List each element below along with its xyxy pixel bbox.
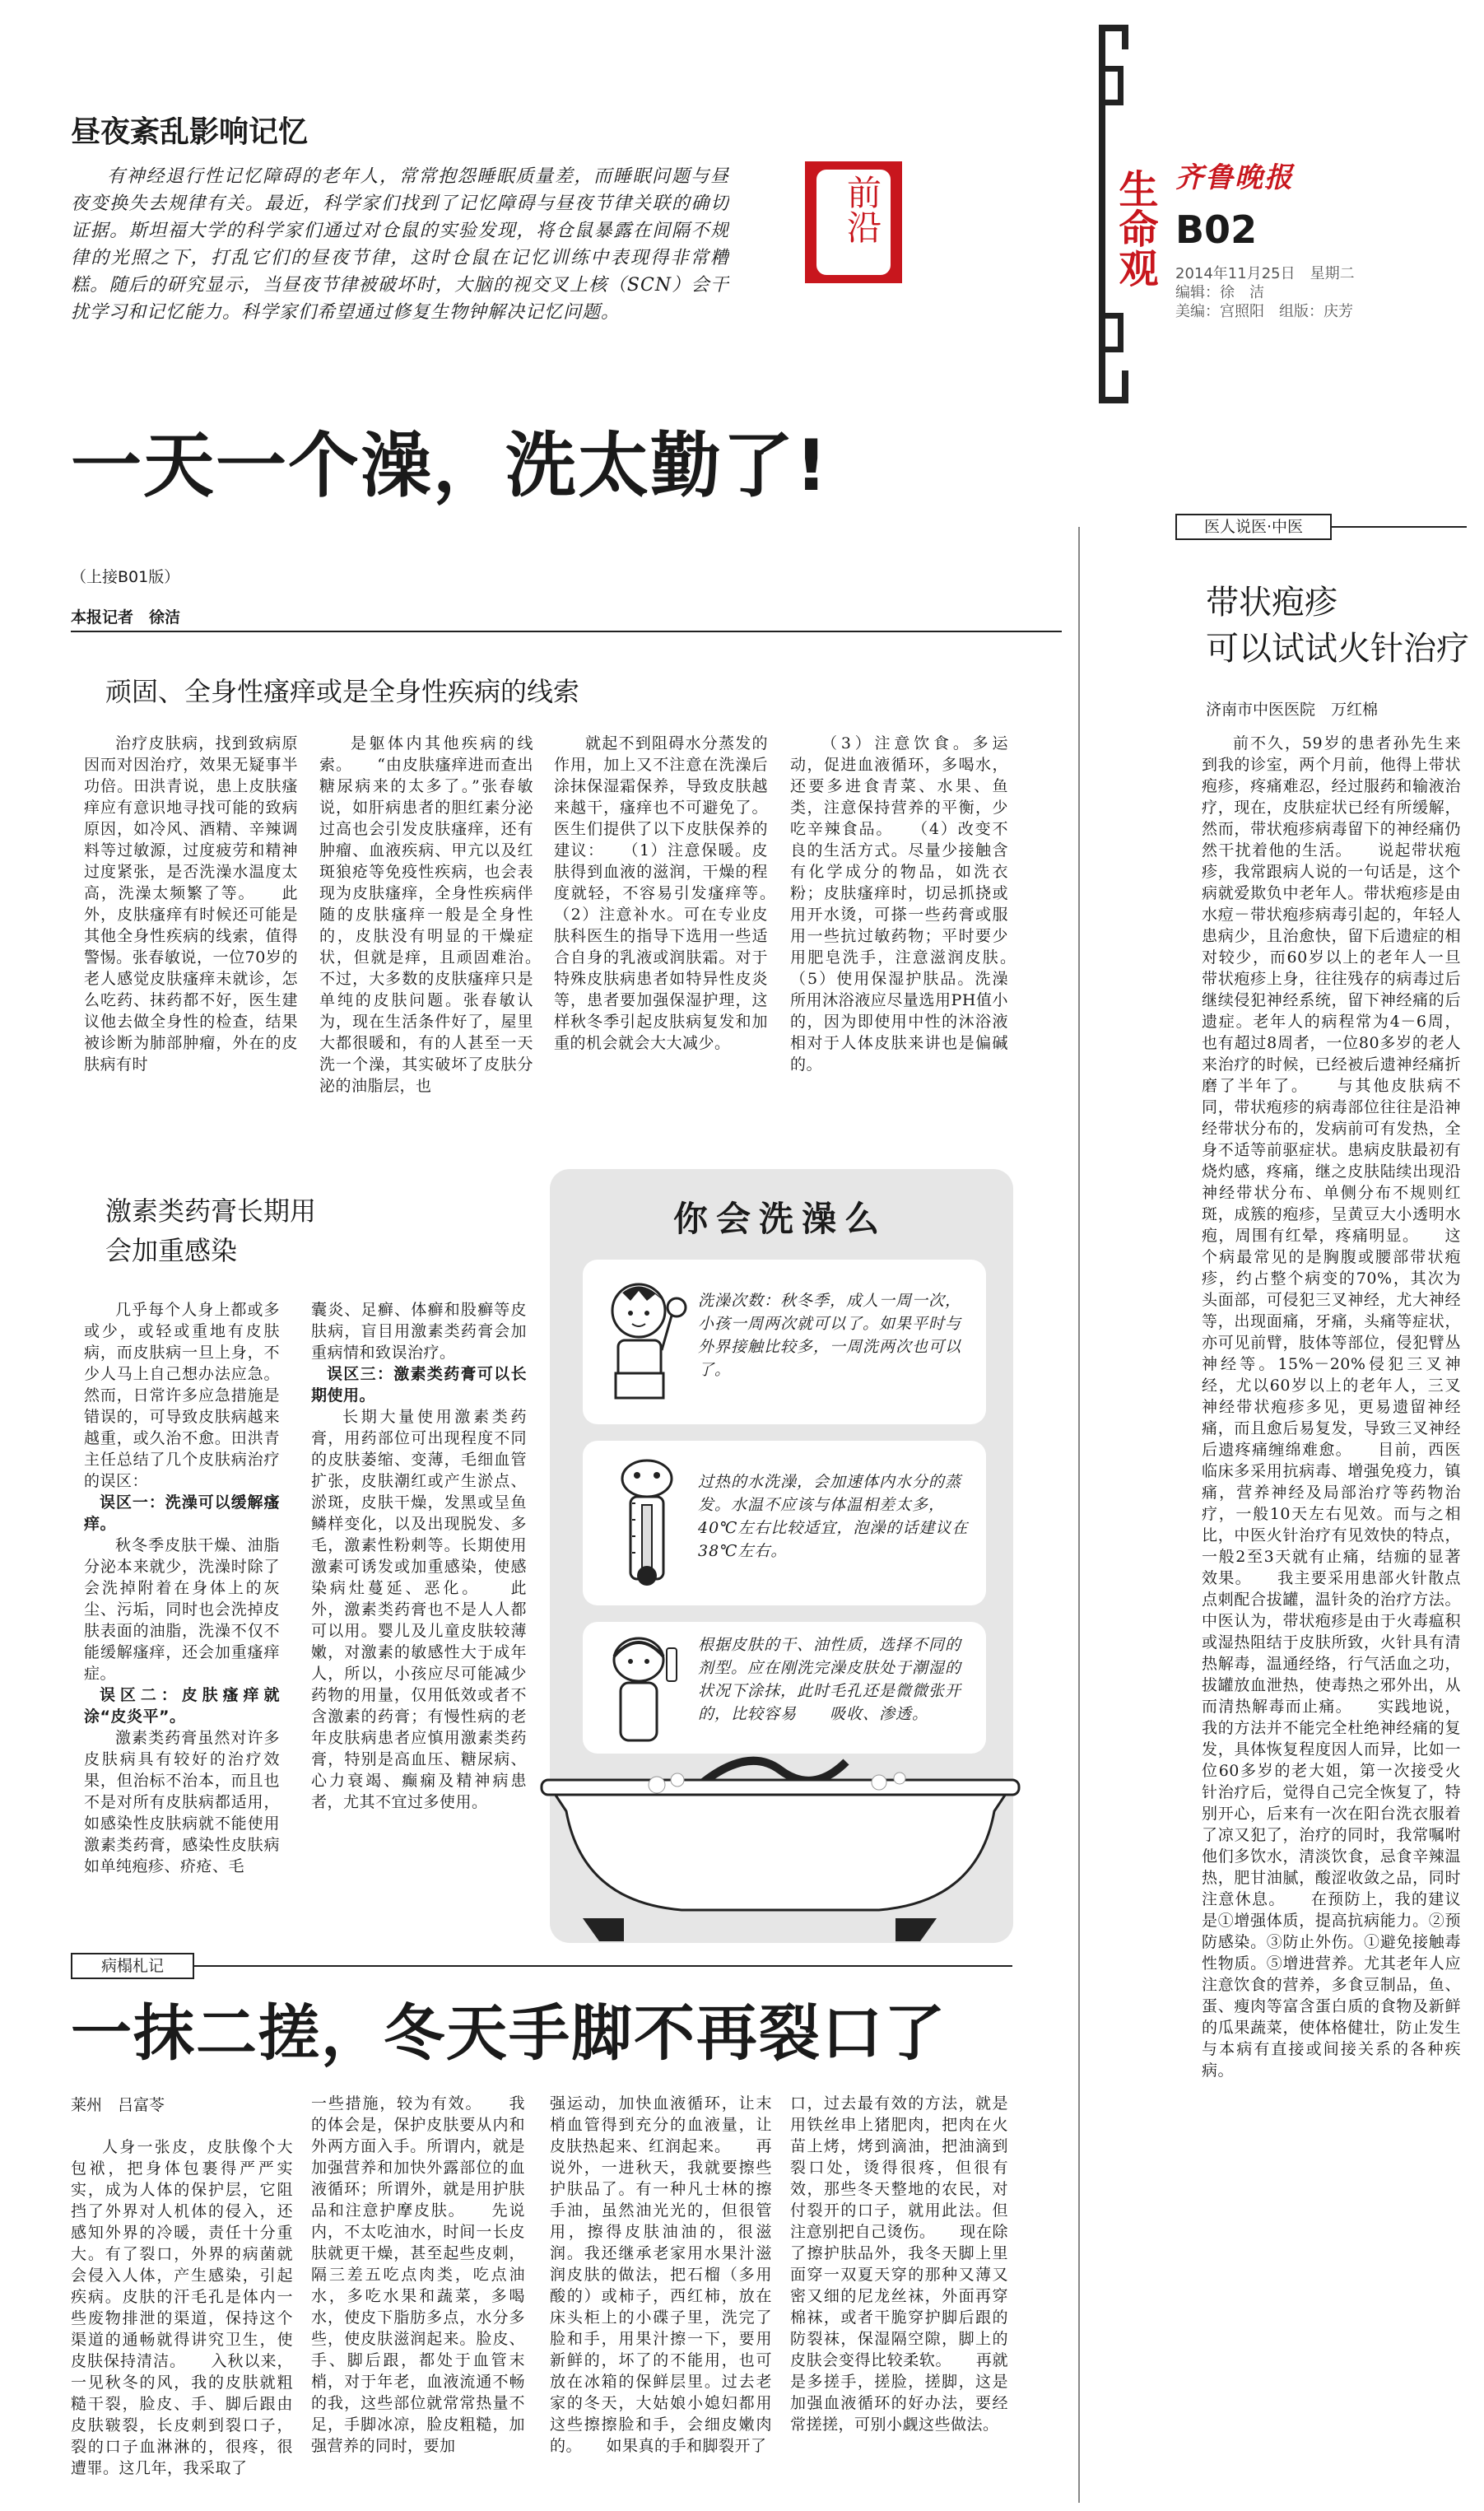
bottom-byline: 莱州 吕富苓 [71, 2096, 165, 2114]
side-headline-1: 带状疱疹 [1206, 584, 1337, 622]
side-body: 前不久，59岁的患者孙先生来到我的诊室，两个月前，他得上带状疱疹，疼痛难忍，经过服药和输液治疗，现在，皮肤症状已经有所缓解，然而，带状疱疹病毒留下的神经痛仍然干扰着他的生活。 说起带状疱疹，我常跟病人说的一句话是，这个病就爱欺负中老年人。带状疱疹是由水痘－带状疱疹病毒引起的，年轻人患病少，且治愈快，留下后遗症的相对较少，而60岁以上的老年人一旦带状疱疹上身，往往残存的病毒过后继续侵犯神经系统，留下神经痛的后遗症。老年人的病程常为4－6周，也有超过8周者，一位80多岁的老人来治疗的时候，已经被后遗神经痛折磨了半年了。 与其他皮肤病不同，带状疱疹的病毒部位往往是沿神经带状分布的，发病前可有发热，全身不适等前驱症状。患病皮肤最初有烧灼感，疼痛，继之皮肤陆续出现沿神经带状分布、单侧分布不规则红斑，成簇的疱疹，呈黄豆大小透明水疱，周围有红晕，疼痛明显。 这个病最常见的是胸腹或腰部带状疱疹，约占整个病变的70%，其次为头面部，可侵犯三叉神经，尤大神经等，出现面痛，牙痛，头痛等症状，亦可见前臂，肢体等部位，侵犯臂丛神经等。15%－20%侵犯三叉神经，尤以60岁以上的老年人，三叉神经带状疱疹多见，更易遗留神经痛，而且愈后易复发，导致三叉神经后遗疼痛缠绵难愈。 目前，西医临床多采用抗病毒、增强免疫力，镇痛，营养神经及局部治疗等药物治疗，一般10天左右见效。而与之相比，中医火针治疗有见效快的特点，一般2至3天就有止痛，结痂的显著效果。 我主要采用患部火针散点点刺配合拔罐，温针灸的治疗方法。中医认为，带状疱疹是由于火毒瘟积或湿热阻结于皮肤所致，火针具有清热解毒，温通经络，行气活血之功，拔罐放血泄热，使毒热之邪外出，从而清热解毒而止痛。 实践地说，我的方法并不能完全杜绝神经痛的复发，具体恢复程度因人而异，比如一位60多岁的老大姐，第一次接受火针治疗后，觉得自己完全恢复了，特别开心，后来有一次在阳台洗衣服着了凉又犯了，治疗的同时，我常嘱咐他们多饮水，清淡饮食，忌食辛辣温热，肥甘油腻，酸涩收敛之品，同时注意休息。 在预防上，我的建议是①增强体质，提高抗病能力。②预防感染。③防止外伤。①避免接触毒性物质。⑤增进营养。尤其老年人应注意饮食的营养，多食豆制品，鱼、蛋、瘦肉等富含蛋白质的食物及新鲜的瓜果蔬菜，使体格健壮，防止发生与本病有直接或间接关系的各种疾病。 [1202, 734, 1461, 2080]
column-tag-tcm: 医人说医·中医 [1175, 514, 1332, 540]
bathtub-icon [533, 1737, 1027, 1943]
main-byline: 本报记者 徐洁 [71, 608, 181, 627]
byline-rule [71, 631, 1062, 632]
woman-lotion-icon [598, 1632, 688, 1747]
bottom-headline: 一抹二搓，冬天手脚不再裂口了 [71, 1998, 947, 2069]
article-col-3: 就起不到阻碍水分蒸发的作用，加上又不注意在洗澡后涂抹保湿霜保养，导致皮肤越来越干，瘙痒也不可避免了。医生们提供了以下皮肤保养的建议： （1）注意保暖。皮肤得到血液的滋润，干燥的程度就轻，不容易引发瘙痒等。 （2）注意补水。可在专业皮肤科医生的指导下选用一些适合自身的乳液或润肤霜。对于特殊皮肤病患者如特异性皮炎等，患者要加强保湿护理，这样秋冬季引起皮肤病复发和加重的机会就会大大减少。 [554, 734, 768, 1052]
continued-note: （上接B01版） [71, 568, 180, 586]
tip-card-moisturizer [583, 1622, 986, 1754]
art-credit: 美编：宫照阳 组版：庆芳 [1175, 303, 1353, 320]
frontier-badge-label: 前沿 [842, 175, 882, 244]
myth-1: 误区一：洗澡可以缓解瘙痒。 [84, 1493, 280, 1533]
bottom-col-3: 强运动，加快血液循环，让末梢血管得到充分的血液量，让皮肤热起来、红润起来。 再说外，一进秋天，我就要擦些护肤品了。有一种凡士林的擦手油，虽然油光光的，但很管用，擦得皮肤油油的，很滋润。我还继承老家用水果汁滋润皮肤的做法，把石榴（多用酸的）或柿子，西红柿，放在床头柜上的小碟子里，洗完了脸和手，用果汁擦一下，要用新鲜的，坏了的不能用，也可放在冰箱的保鲜层里。过去老家的冬天，大姑娘小媳妇都用这些擦擦脸和手，会细皮嫩肉的。 如果真的手和脚裂开了 [550, 2094, 772, 2455]
bath-infographic [550, 1169, 1013, 1943]
article-col-5: 几乎每个人身上都或多或少，或轻或重地有皮肤病，而皮肤病一旦上身，不少人马上自己想办法应急。然而，日常许多应急措施是错误的，可导致皮肤病越来越重，或久治不愈。田洪青主任总结了几个皮肤病治疗的误区： 误区一：洗澡可以缓解瘙痒。 秋冬季皮肤干燥、油脂分泌本来就少，洗澡时除了会洗掉附着在身体上的灰尘、污垢，同时也会洗掉皮肤表面的油脂，洗澡不仅不能缓解瘙痒，还会加重瘙痒症。 误区二：皮肤瘙痒就涂“皮炎平”。 激素类药膏虽然对许多皮肤病具有较好的治疗效果，但治标不治本，而且也不是对所有皮肤病都适用，如感染性皮肤病就不能使用激素类药膏，感染性皮肤病如单纯疱疹、疥疮、毛 [84, 1301, 280, 1875]
side-byline: 济南市中医医院 万红棉 [1206, 701, 1379, 719]
brief-body: 有神经退行性记忆障碍的老年人，常常抱怨睡眠质量差，而睡眠问题与昼夜变换失去规律有关。最近，科学家们找到了记忆障碍与昼夜节律关联的确切证据。斯坦福大学的科学家们通过对仓鼠的实验发现，将仓鼠暴露在间隔不规律的光照之下，打乱它们的昼夜节律，这时仓鼠在记忆训练中表现得非常糟糕。随后的研究显示，当昼夜节律被破坏时，大脑的视交叉上核（SCN）会干扰学习和记忆能力。科学家们希望通过修复生物钟解决记忆问题。 [71, 166, 729, 323]
bottom-col-2: 一些措施，较为有效。 我的体会是，保护皮肤要从内和外两方面入手。所谓内，就是加强营养和加快外露部位的血液循环；所谓外，就是用护肤品和注意护摩皮肤。 先说内，不太吃油水，时间一长皮肤就更干燥，甚至起些皮刺，隔三差五吃点肉类，吃点油水，多吃水果和蔬菜，多喝水，使皮下脂肪多点，水分多些，使皮肤滋润起来。脸皮、手、脚后跟，都处于血管末梢，对于年老，血液流通不畅的我，这些部位就常常热量不足，手脚冰凉，脸皮粗糙，加强营养的同时，要加 [311, 2094, 525, 2455]
side-headline-2: 可以试试火针治疗 [1206, 630, 1469, 668]
myth-3: 误区三：激素类药膏可以长期使用。 [311, 1365, 527, 1405]
tip-card-temperature [583, 1441, 986, 1605]
side-divider [1078, 527, 1080, 2503]
subheading-itch: 顽固、全身性瘙痒或是全身性疾病的线索 [105, 676, 580, 707]
tip-temperature: 过热的水洗澡，会加速体内水分的蒸发。水温不应该与体温相差太多，40℃左右比较适宜，泡澡的话建议在38℃左右。 [698, 1473, 969, 1560]
frontier-badge [805, 161, 902, 283]
article-col-1: 治疗皮肤病，找到致病原因而对因治疗，效果无疑事半功倍。田洪青说，患上皮肤瘙痒应有意识地寻找可能的致病原因，如冷风、酒精、辛辣调料等过敏源，过度疲劳和精神过度紧张，是否洗澡水温度太高，洗澡太频繁了等。 此外，皮肤瘙痒有时候还可能是其他全身性疾病的线索，值得警惕。张春敏说，一位70岁的老人感觉皮肤瘙痒未就诊，怎么吃药、抹药都不好，医生建议他去做全身性的检查，结果被诊断为肺部肿瘤，外在的皮肤病有时 [84, 734, 298, 1074]
side-column-rule [1332, 526, 1467, 528]
column-rule [194, 1965, 1012, 1967]
bathing-boy-icon [598, 1276, 688, 1408]
infographic-title: 你会洗澡么 [672, 1199, 887, 1239]
issue-date: 2014年11月25日 星期二 [1175, 265, 1355, 282]
editor-credit: 编辑：徐 洁 [1175, 284, 1264, 301]
main-headline: 一天一个澡，洗太勤了! [71, 425, 830, 507]
brief-title: 昼夜紊乱影响记忆 [71, 115, 309, 149]
ornament-mid1 [1105, 66, 1123, 105]
tip-frequency: 洗澡次数：秋冬季，成人一周一次，小孩一周两次就可以了。如果平时与外界接触比较多，一周洗两次也可以了。 [698, 1292, 962, 1379]
tip-card-frequency [583, 1260, 986, 1424]
ornament-mid2 [1105, 313, 1123, 352]
page-number: B02 [1175, 207, 1258, 252]
bottom-col-4: 口，过去最有效的方法，就是用铁丝串上猪肥肉，把肉在火苗上烤，烤到滴油，把油滴到裂口处，烫得很疼，但很有效，那些冬天整地的农民，对付裂开的口子，就用此法。但注意别把自己烫伤。 现在除了擦护肤品外，我冬天脚上里面穿一双夏天穿的那种又薄又密又细的尼龙丝袜，外面再穿棉袜，或者干脆穿护脚后跟的防裂袜，保湿隔空隙，脚上的皮肤会变得比较柔软。 再就是多搓手，搓脸，搓脚，这是加强血液循环的好办法，要经常搓搓，可别小觑这些做法。 [790, 2094, 1008, 2434]
section-title: 生命观 [1112, 169, 1158, 287]
article-col-6: 囊炎、足癣、体癣和股癣等皮肤病，盲目用激素类药膏会加重病情和致误治疗。 误区三：激素类药膏可以长期使用。 长期大量使用激素类药膏，用药部位可出现程度不同的皮肤萎缩、变薄，毛细血管扩张，皮肤潮红或产生淤点、淤斑，皮肤干燥，发黑或呈鱼鳞样变化，以及出现脱发、多毛，激素性粉刺等。长期使用激素可诱发或加重感染，使感染病灶蔓延、恶化。 此外，激素类药膏也不是人人都可以用。婴儿及儿童皮肤较薄嫩，对激素的敏感性大于成年人，所以，小孩应尽可能减少药物的用量，仅用低效或者不含激素的药膏；有慢性病的老年皮肤病患者应慎用激素类药膏，特别是高血压、糖尿病、心力衰竭、癫痫及精神病患者，尤其不宜过多使用。 [311, 1301, 527, 1811]
thermometer-cow-icon [606, 1454, 688, 1594]
column-tag-sickbed: 病榻札记 [71, 1953, 194, 1979]
bottom-col-1: 人身一张皮，皮肤像个大包袱，把身体包裹得严严实实，成为人体的保护层，它阻挡了外界对人机体的侵入，还感知外界的冷暖，责任十分重大。有了裂口，外界的病菌就会侵入人体，产生感染，引起疾病。皮肤的汗毛孔是体内一些废物排泄的渠道，保持这个渠道的通畅就得讲究卫生，使皮肤保持清洁。 入秋以来，一见秋冬的风，我的皮肤就粗糙干裂，脸皮、手、脚后跟由皮肤皲裂，长皮刺到裂口子，裂的口子血淋淋的，很疼，很遭罪。这几年，我采取了 [71, 2138, 293, 2477]
ornament-top [1105, 25, 1128, 49]
myth-2: 误区二：皮肤瘙痒就涂“皮炎平”。 [84, 1686, 280, 1726]
article-col-2: 是躯体内其他疾病的线索。 “由皮肤瘙痒进而查出糖尿病来的太多了。”张春敏说，如肝病患者的胆红素分泌过高也会引发皮肤瘙痒，还有肿瘤、血液疾病、甲亢以及红斑狼疮等免疫性疾病，也会表现为皮肤瘙痒，全身性疾病伴随的皮肤瘙痒一般是全身性的，皮肤没有明显的干燥症状，但就是痒，且顽固难治。 不过，大多数的皮肤瘙痒只是单纯的皮肤问题。张春敏认为，现在生活条件好了，屋里大都很暖和，有的人甚至一天洗一个澡，其实破坏了皮肤分泌的油脂层，也 [319, 734, 533, 1095]
ornament-bottom [1105, 370, 1128, 403]
article-col-4: （3）注意饮食。多运动，促进血液循环，多喝水，还要多进食青菜、水果、鱼类，注意保持营养的平衡，少吃辛辣食品。 （4）改变不良的生活方式。尽量少接触含有化学成分的物品，如洗衣粉；皮肤瘙痒时，切忌抓挠或用开水烫，可搽一些药膏或服用一些抗过敏药物；平时要少用肥皂洗手，注意滋润皮肤。 （5）使用保湿护肤品。洗澡所用沐浴液应尽量选用PH值小的，因为即使用中性的沐浴液相对于人体皮肤来讲也是偏碱的。 [790, 734, 1008, 1074]
tip-moisturizer: 根据皮肤的干、油性质，选择不同的剂型。应在刚洗完澡皮肤处于潮湿的状况下涂抹，此时毛孔还是微微张开的，比较容易 吸收、渗透。 [698, 1636, 962, 1723]
newspaper-logo: 齐鲁晚报 [1175, 161, 1294, 194]
subheading-steroid: 激素类药膏长期用 会加重感染 [105, 1195, 317, 1266]
